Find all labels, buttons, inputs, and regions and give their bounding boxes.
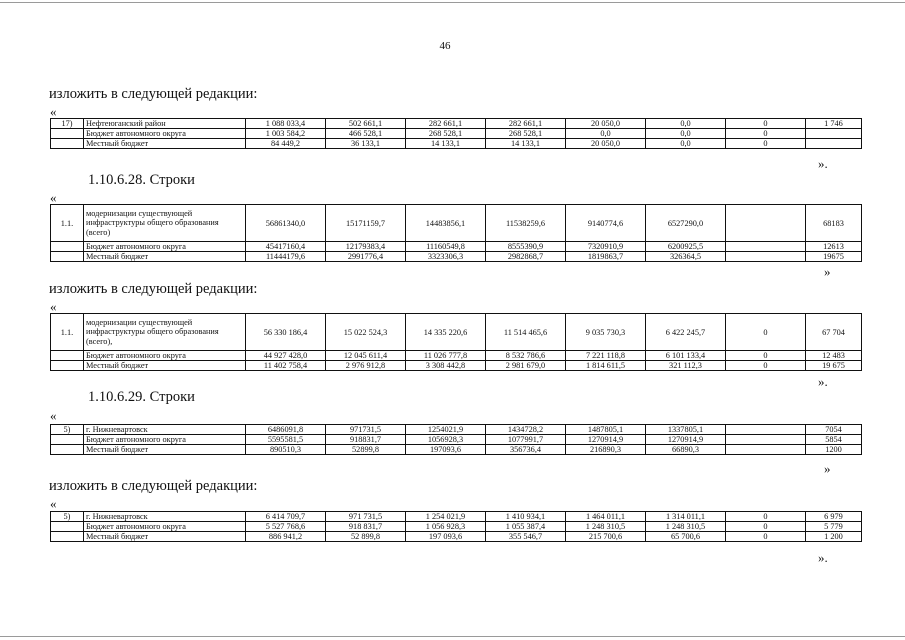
value-cell: 56 330 186,4 [246, 314, 326, 351]
value-cell: 1 003 584,2 [246, 129, 326, 139]
scan-top-edge [0, 2, 905, 3]
table-row [51, 425, 862, 435]
table-row [51, 129, 862, 139]
value-cell: 2 981 679,0 [486, 361, 566, 371]
row-number-cell [51, 445, 84, 455]
row-number-cell: 5) [51, 425, 84, 435]
value-cell: 6 422 245,7 [646, 314, 726, 351]
row-label-cell: Бюджет автономного округа [84, 522, 246, 532]
value-cell [726, 435, 806, 445]
value-cell: 355 546,7 [486, 532, 566, 542]
value-cell: 1270914,9 [566, 435, 646, 445]
value-cell: 11 026 777,8 [406, 351, 486, 361]
heading-new-wording-3: изложить в следующей редакции: [49, 478, 258, 494]
value-cell: 84 449,2 [246, 139, 326, 149]
value-cell: 502 661,1 [326, 119, 406, 129]
row-number-cell [51, 242, 84, 252]
table-row [51, 314, 862, 351]
row-number-cell [51, 139, 84, 149]
value-cell: 1270914,9 [646, 435, 726, 445]
value-cell: 6200925,5 [646, 242, 726, 252]
open-quote-3: « [50, 299, 57, 314]
value-cell: 19675 [806, 252, 862, 262]
value-cell: 1200 [806, 445, 862, 455]
open-quote-2: « [50, 190, 57, 205]
value-cell: 68183 [806, 205, 862, 242]
table-row [51, 351, 862, 361]
table-row [51, 522, 862, 532]
value-cell: 0 [726, 129, 806, 139]
value-cell: 1337805,1 [646, 425, 726, 435]
value-cell: 282 661,1 [486, 119, 566, 129]
value-cell: 67 704 [806, 314, 862, 351]
value-cell: 918831,7 [326, 435, 406, 445]
value-cell: 197 093,6 [406, 532, 486, 542]
row-label-cell: г. Нижневартовск [84, 425, 246, 435]
value-cell: 5 779 [806, 522, 862, 532]
close-quote-3: ». [818, 374, 828, 389]
value-cell: 5 527 768,6 [246, 522, 326, 532]
heading-new-wording-2: изложить в следующей редакции: [49, 281, 258, 297]
row-number-cell: 1.1. [51, 314, 84, 351]
scan-bottom-edge [0, 636, 905, 637]
value-cell: 0 [726, 522, 806, 532]
value-cell [726, 425, 806, 435]
row-number-cell [51, 252, 84, 262]
value-cell: 11444179,6 [246, 252, 326, 262]
value-cell: 1077991,7 [486, 435, 566, 445]
value-cell: 14 133,1 [406, 139, 486, 149]
value-cell: 0 [726, 139, 806, 149]
value-cell [806, 129, 862, 139]
value-cell: 0 [726, 361, 806, 371]
value-cell: 356736,4 [486, 445, 566, 455]
value-cell: 14483856,1 [406, 205, 486, 242]
value-cell: 11538259,6 [486, 205, 566, 242]
value-cell: 1487805,1 [566, 425, 646, 435]
section-title-1-10-6-29: 1.10.6.29. Строки [88, 389, 195, 405]
table-row [51, 532, 862, 542]
value-cell: 1 248 310,5 [646, 522, 726, 532]
table-row [51, 252, 862, 262]
table-row [51, 512, 862, 522]
table-nefteyugansk-new [50, 118, 862, 149]
value-cell: 216890,3 [566, 445, 646, 455]
page-number: 46 [439, 40, 451, 52]
value-cell: 268 528,1 [486, 129, 566, 139]
row-label-cell: модернизации существующей инфраструктуры общего образования (всего) [84, 205, 246, 242]
row-label-cell: Местный бюджет [84, 361, 246, 371]
value-cell: 0,0 [646, 129, 726, 139]
row-label-cell: Нефтеюганский район [84, 119, 246, 129]
value-cell [726, 445, 806, 455]
value-cell: 197093,6 [406, 445, 486, 455]
table-modernization-new [50, 313, 862, 371]
value-cell: 36 133,1 [326, 139, 406, 149]
table-row [51, 242, 862, 252]
value-cell: 20 050,0 [566, 119, 646, 129]
value-cell: 1 746 [806, 119, 862, 129]
value-cell: 1254021,9 [406, 425, 486, 435]
value-cell: 15 022 524,3 [326, 314, 406, 351]
value-cell: 6527290,0 [646, 205, 726, 242]
close-quote-5: ». [818, 550, 828, 565]
value-cell: 20 050,0 [566, 139, 646, 149]
value-cell: 6 101 133,4 [646, 351, 726, 361]
value-cell: 3323306,3 [406, 252, 486, 262]
table-modernization-old [50, 204, 862, 262]
heading-new-wording-1: изложить в следующей редакции: [49, 86, 258, 102]
value-cell: 12 045 611,4 [326, 351, 406, 361]
value-cell: 52 899,8 [326, 532, 406, 542]
value-cell: 1 200 [806, 532, 862, 542]
value-cell: 5854 [806, 435, 862, 445]
row-label-cell: модернизации существующей инфраструктуры общего образования (всего), [84, 314, 246, 351]
value-cell: 1 254 021,9 [406, 512, 486, 522]
value-cell: 1 410 934,1 [486, 512, 566, 522]
value-cell: 282 661,1 [406, 119, 486, 129]
value-cell: 890510,3 [246, 445, 326, 455]
open-quote-5: « [50, 496, 57, 511]
value-cell: 14 133,1 [486, 139, 566, 149]
row-label-cell: Местный бюджет [84, 445, 246, 455]
value-cell: 14 335 220,6 [406, 314, 486, 351]
value-cell: 1 055 387,4 [486, 522, 566, 532]
value-cell: 11160549,8 [406, 242, 486, 252]
row-number-cell [51, 361, 84, 371]
value-cell: 7054 [806, 425, 862, 435]
close-quote-1: ». [818, 156, 828, 171]
value-cell: 6486091,8 [246, 425, 326, 435]
value-cell: 466 528,1 [326, 129, 406, 139]
value-cell: 8 532 786,6 [486, 351, 566, 361]
value-cell [726, 205, 806, 242]
value-cell: 1 314 011,1 [646, 512, 726, 522]
value-cell: 0,0 [566, 129, 646, 139]
value-cell: 6 414 709,7 [246, 512, 326, 522]
value-cell [806, 139, 862, 149]
value-cell: 1819863,7 [566, 252, 646, 262]
value-cell: 1 248 310,5 [566, 522, 646, 532]
row-number-cell [51, 351, 84, 361]
table-row [51, 361, 862, 371]
value-cell: 44 927 428,0 [246, 351, 326, 361]
row-label-cell: Местный бюджет [84, 139, 246, 149]
value-cell: 1 056 928,3 [406, 522, 486, 532]
row-number-cell [51, 129, 84, 139]
table-nizhnevartovsk-old [50, 424, 862, 455]
table-row [51, 435, 862, 445]
row-number-cell [51, 522, 84, 532]
value-cell: 65 700,6 [646, 532, 726, 542]
value-cell: 0,0 [646, 119, 726, 129]
value-cell: 0 [726, 119, 806, 129]
value-cell: 19 675 [806, 361, 862, 371]
value-cell: 918 831,7 [326, 522, 406, 532]
value-cell: 971 731,5 [326, 512, 406, 522]
value-cell: 8555390,9 [486, 242, 566, 252]
table-row [51, 139, 862, 149]
open-quote-1: « [50, 104, 57, 119]
value-cell: 1434728,2 [486, 425, 566, 435]
value-cell: 2982868,7 [486, 252, 566, 262]
row-label-cell: Бюджет автономного округа [84, 129, 246, 139]
value-cell: 5595581,5 [246, 435, 326, 445]
open-quote-4: « [50, 408, 57, 423]
value-cell: 0,0 [646, 139, 726, 149]
row-number-cell [51, 532, 84, 542]
close-quote-2: » [824, 264, 831, 279]
close-quote-4: » [824, 461, 831, 476]
value-cell: 2991776,4 [326, 252, 406, 262]
value-cell [726, 252, 806, 262]
row-label-cell: Бюджет автономного округа [84, 242, 246, 252]
value-cell: 1 814 611,5 [566, 361, 646, 371]
value-cell: 66890,3 [646, 445, 726, 455]
table-nizhnevartovsk-new [50, 511, 862, 542]
value-cell [726, 242, 806, 252]
value-cell: 2 976 912,8 [326, 361, 406, 371]
value-cell: 1 464 011,1 [566, 512, 646, 522]
value-cell: 0 [726, 351, 806, 361]
table-row [51, 119, 862, 129]
value-cell: 9140774,6 [566, 205, 646, 242]
row-label-cell: Бюджет автономного округа [84, 435, 246, 445]
row-number-cell: 1.1. [51, 205, 84, 242]
row-label-cell: г. Нижневартовск [84, 512, 246, 522]
value-cell: 15171159,7 [326, 205, 406, 242]
value-cell: 321 112,3 [646, 361, 726, 371]
value-cell: 1056928,3 [406, 435, 486, 445]
value-cell: 45417160,4 [246, 242, 326, 252]
value-cell: 7320910,9 [566, 242, 646, 252]
value-cell: 52899,8 [326, 445, 406, 455]
section-title-1-10-6-28: 1.10.6.28. Строки [88, 172, 195, 188]
value-cell: 326364,5 [646, 252, 726, 262]
value-cell: 971731,5 [326, 425, 406, 435]
value-cell: 11 402 758,4 [246, 361, 326, 371]
value-cell: 56861340,0 [246, 205, 326, 242]
row-number-cell [51, 435, 84, 445]
value-cell: 268 528,1 [406, 129, 486, 139]
value-cell: 215 700,6 [566, 532, 646, 542]
row-label-cell: Местный бюджет [84, 252, 246, 262]
value-cell: 6 979 [806, 512, 862, 522]
value-cell: 0 [726, 532, 806, 542]
table-row [51, 445, 862, 455]
row-label-cell: Бюджет автономного округа [84, 351, 246, 361]
value-cell: 0 [726, 314, 806, 351]
value-cell: 3 308 442,8 [406, 361, 486, 371]
value-cell: 0 [726, 512, 806, 522]
value-cell: 12179383,4 [326, 242, 406, 252]
value-cell: 9 035 730,3 [566, 314, 646, 351]
row-number-cell: 5) [51, 512, 84, 522]
value-cell: 1 088 033,4 [246, 119, 326, 129]
value-cell: 12 483 [806, 351, 862, 361]
value-cell: 11 514 465,6 [486, 314, 566, 351]
value-cell: 12613 [806, 242, 862, 252]
row-number-cell: 17) [51, 119, 84, 129]
value-cell: 7 221 118,8 [566, 351, 646, 361]
row-label-cell: Местный бюджет [84, 532, 246, 542]
table-row [51, 205, 862, 242]
value-cell: 886 941,2 [246, 532, 326, 542]
